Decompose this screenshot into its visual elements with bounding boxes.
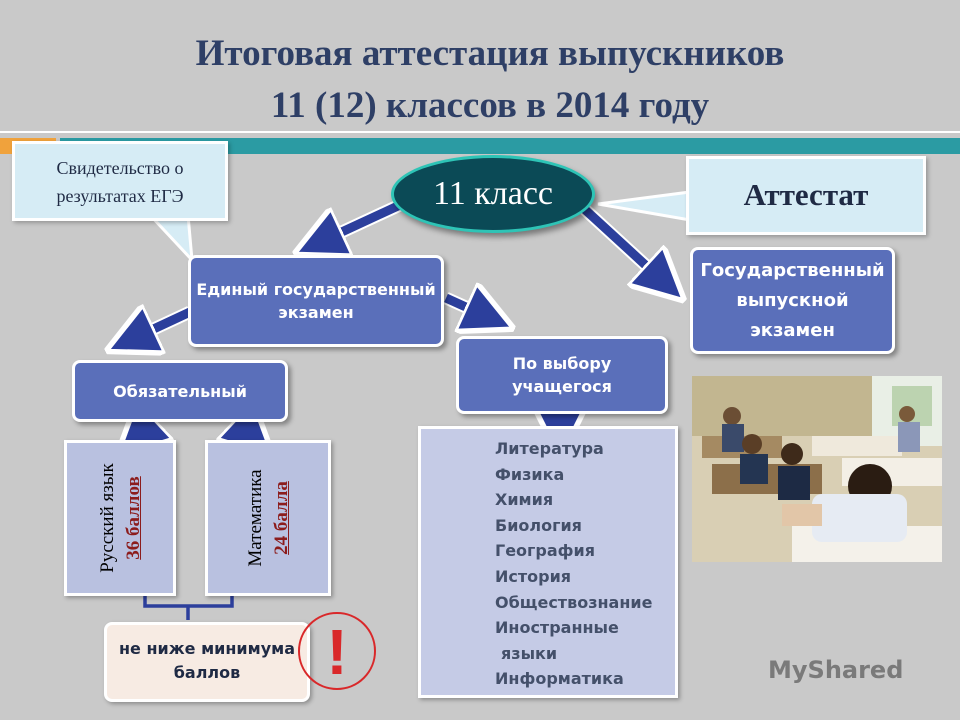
math-subject-text — [243, 438, 299, 598]
math-subject-name: Математика — [245, 469, 266, 567]
russian-subject-name: Русский язык — [97, 463, 118, 573]
ege-certificate-callout — [12, 141, 228, 221]
list-item: Литература — [495, 439, 604, 458]
callout-tail-left — [150, 215, 192, 260]
russian-subject-box — [64, 440, 176, 596]
elective-subjects-list — [495, 436, 652, 692]
arrow-to-gve — [580, 205, 665, 283]
ege-certificate-label: Свидетельство о результатах ЕГЭ — [56, 158, 184, 206]
grade-11-label: 11 класс — [433, 175, 553, 212]
by-choice-node — [456, 336, 668, 414]
math-subject-box — [205, 440, 331, 596]
by-choice-label: По выбору учащегося — [512, 354, 612, 396]
list-item: Физика — [495, 464, 565, 484]
ege-label: Единый государственный экзамен — [196, 280, 436, 322]
russian-subject-text — [95, 438, 151, 598]
list-item: Информатика — [495, 669, 624, 689]
ege-node — [188, 255, 444, 347]
russian-min-score: 36 баллов — [123, 476, 144, 560]
gve-label: Государственный выпускной экзамен — [700, 259, 885, 341]
list-item: Химия — [495, 490, 554, 510]
arrow-to-math — [238, 423, 254, 438]
mandatory-node — [72, 360, 288, 422]
minimum-note-box — [104, 622, 310, 702]
classroom-photo — [692, 376, 942, 562]
list-item: Биология — [495, 515, 582, 535]
grade-11-node — [391, 155, 595, 233]
attestat-label: Аттестат — [743, 177, 869, 212]
classroom-photo-art — [692, 376, 942, 562]
list-item: языки — [501, 643, 558, 663]
list-item: Иностранные — [495, 618, 619, 638]
watermark-label: MyShared — [768, 656, 904, 684]
warning-symbol: ! — [326, 616, 348, 688]
title-line-2: 11 (12) классов в 2014 году — [270, 85, 710, 126]
minimum-note-label: не ниже минимума баллов — [118, 639, 296, 682]
brace — [145, 596, 232, 620]
list-item: Обществознание — [495, 592, 653, 612]
arrow-to-mandatory — [130, 312, 190, 340]
mandatory-label: Обязательный — [113, 381, 247, 401]
arrow-to-russian — [136, 423, 152, 438]
watermark — [768, 656, 903, 684]
list-item: История — [495, 566, 572, 586]
attestat-callout — [686, 156, 926, 235]
gve-node — [690, 247, 895, 354]
math-min-score: 24 балла — [271, 481, 292, 555]
title-line-1: Итоговая аттестация выпускников — [195, 33, 785, 74]
warning-icon — [298, 612, 376, 690]
callout-tail-right — [598, 192, 690, 220]
arrow-to-ege — [318, 205, 400, 243]
list-item: География — [495, 541, 596, 561]
